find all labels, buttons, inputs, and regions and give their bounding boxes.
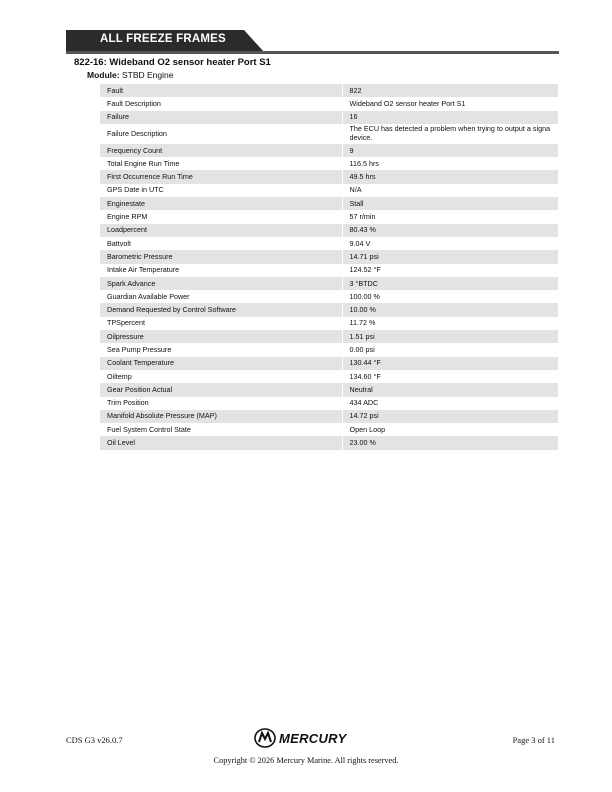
- table-row: [100, 357, 558, 370]
- row-label: Spark Advance: [100, 277, 342, 290]
- table-row: [100, 290, 558, 303]
- row-label: Failure Description: [100, 124, 342, 144]
- table-row: [100, 124, 558, 144]
- table-row: [100, 436, 558, 449]
- section-banner: [66, 30, 266, 52]
- module-value: STBD Engine: [121, 70, 174, 80]
- table-row: [100, 84, 558, 97]
- table-row: [100, 330, 558, 343]
- mercury-logo: [254, 728, 366, 750]
- row-value: Stall: [342, 197, 558, 210]
- copyright: Copyright © 2026 Mercury Marine. All rights reserved.: [213, 756, 399, 765]
- row-label: Barometric Pressure: [100, 250, 342, 263]
- row-value-line-1: The ECU has detected a problem when trying to output a signa: [349, 125, 551, 134]
- row-value: 11.72 %: [342, 317, 558, 330]
- row-label: Enginestate: [100, 197, 342, 210]
- table-row: [100, 250, 558, 263]
- row-value: 9: [342, 144, 558, 157]
- row-value: 434 ADC: [342, 397, 558, 410]
- row-value: 134.60 °F: [342, 370, 558, 383]
- row-value: 9.04 V: [342, 237, 558, 250]
- row-value: [342, 124, 558, 144]
- row-label: Frequency Count: [100, 144, 342, 157]
- table-row: [100, 383, 558, 396]
- row-value: 57 r/min: [342, 210, 558, 223]
- table-row: [100, 397, 558, 410]
- row-label: Intake Air Temperature: [100, 264, 342, 277]
- table-row: [100, 197, 558, 210]
- row-label: Loadpercent: [100, 224, 342, 237]
- row-label: GPS Date in UTC: [100, 184, 342, 197]
- row-label: Oil Level: [100, 436, 342, 449]
- row-value: 0.00 psi: [342, 343, 558, 356]
- table-row: [100, 224, 558, 237]
- row-value: Neutral: [342, 383, 558, 396]
- row-label: Demand Requested by Control Software: [100, 303, 342, 316]
- table-row: [100, 237, 558, 250]
- table-row: [100, 343, 558, 356]
- row-label: Manifold Absolute Pressure (MAP): [100, 410, 342, 423]
- table-row: [100, 144, 558, 157]
- row-label: Oiltemp: [100, 370, 342, 383]
- row-label: Fault: [100, 84, 342, 97]
- row-label: Guardian Available Power: [100, 290, 342, 303]
- table-row: [100, 170, 558, 183]
- row-label: Total Engine Run Time: [100, 157, 342, 170]
- page-number: Page 3 of 11: [512, 735, 555, 745]
- row-label: Battvolt: [100, 237, 342, 250]
- row-value: 3 °BTDC: [342, 277, 558, 290]
- row-value: 130.44 °F: [342, 357, 558, 370]
- row-value: 10.00 %: [342, 303, 558, 316]
- row-value: 14.72 psi: [342, 410, 558, 423]
- row-value: N/A: [342, 184, 558, 197]
- brand-name: MERCURY: [279, 731, 347, 746]
- table-row: [100, 423, 558, 436]
- table-row: [100, 317, 558, 330]
- row-value: 80.43 %: [342, 224, 558, 237]
- table-row: [100, 157, 558, 170]
- row-label: Gear Position Actual: [100, 383, 342, 396]
- mercury-logo-icon: [254, 728, 276, 748]
- row-value: 23.00 %: [342, 436, 558, 449]
- table-row: [100, 370, 558, 383]
- row-label: TPSpercent: [100, 317, 342, 330]
- row-value: 822: [342, 84, 558, 97]
- module-line: [87, 70, 173, 80]
- section-rule: [66, 51, 559, 54]
- row-value: 116.5 hrs: [342, 157, 558, 170]
- fault-heading: 822-16: Wideband O2 sensor heater Port S1: [74, 57, 271, 68]
- section-title: ALL FREEZE FRAMES: [100, 33, 226, 45]
- row-label: Failure: [100, 111, 342, 124]
- table-row: [100, 111, 558, 124]
- row-label: Fault Description: [100, 97, 342, 110]
- table-row: [100, 210, 558, 223]
- row-value: 124.52 °F: [342, 264, 558, 277]
- table-row: [100, 97, 558, 110]
- table-row: [100, 303, 558, 316]
- row-value: 16: [342, 111, 558, 124]
- row-value: 14.71 psi: [342, 250, 558, 263]
- row-value: Wideband O2 sensor heater Port S1: [342, 97, 558, 110]
- table-row: [100, 410, 558, 423]
- row-value: 1.51 psi: [342, 330, 558, 343]
- row-value-line-2: device.: [349, 133, 373, 142]
- row-value: 49.5 hrs: [342, 170, 558, 183]
- row-label: Trim Position: [100, 397, 342, 410]
- table-row: [100, 277, 558, 290]
- row-value: Open Loop: [342, 423, 558, 436]
- row-value: 100.00 %: [342, 290, 558, 303]
- row-label: Fuel System Control State: [100, 423, 342, 436]
- row-label: Oilpressure: [100, 330, 342, 343]
- freeze-frame-table: [100, 84, 558, 450]
- row-label: Sea Pump Pressure: [100, 343, 342, 356]
- table-row: [100, 184, 558, 197]
- row-label: First Occurrence Run Time: [100, 170, 342, 183]
- row-label: Engine RPM: [100, 210, 342, 223]
- software-version: CDS G3 v26.0.7: [66, 735, 123, 745]
- table-row: [100, 264, 558, 277]
- row-label: Coolant Temperature: [100, 357, 342, 370]
- module-label: Module:: [87, 70, 120, 80]
